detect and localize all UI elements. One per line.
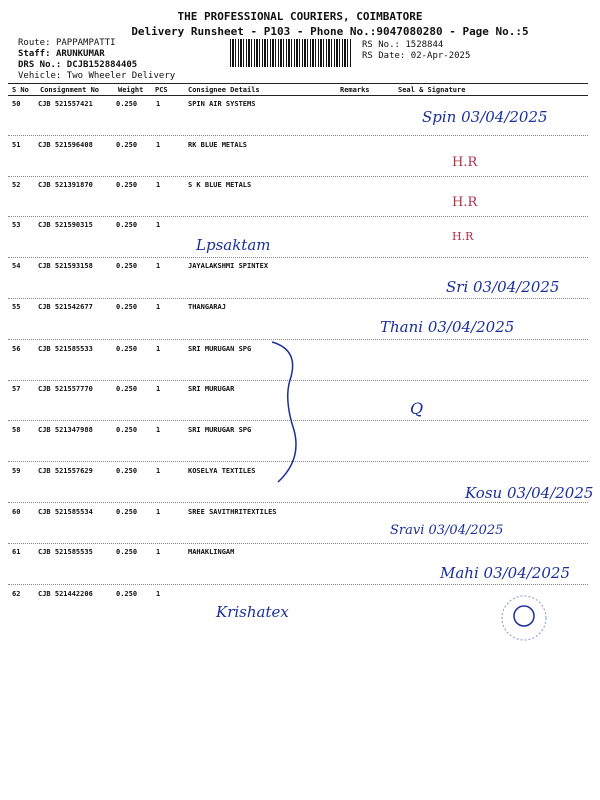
signature-59: Kosu 03/04/2025 — [465, 484, 594, 502]
cell-consignee: JAYALAKSHMI SPINTEX — [188, 262, 269, 270]
rs-no-value: 1528844 — [405, 40, 444, 50]
cell-sno: 51 — [12, 141, 21, 149]
cell-pcs: 1 — [156, 262, 161, 270]
col-pcs: PCS — [155, 86, 168, 94]
cell-weight: 0.250 — [116, 141, 138, 149]
cell-pcs: 1 — [156, 426, 161, 434]
signature-61: Mahi 03/04/2025 — [440, 564, 570, 582]
cell-pcs: 1 — [156, 508, 161, 516]
staff-label: Staff: — [18, 49, 51, 59]
cell-consignee: KOSELYA TEXTILES — [188, 467, 256, 475]
cell-weight: 0.250 — [116, 508, 138, 516]
cell-consignment: CJB 521391870 — [38, 181, 93, 189]
cell-weight: 0.250 — [116, 590, 138, 598]
signature-53: H.R — [452, 230, 474, 243]
cell-weight: 0.250 — [116, 221, 138, 229]
cell-consignment: CJB 521596408 — [38, 141, 93, 149]
cell-consignee: SRI MURUGAR — [188, 385, 235, 393]
cell-sno: 50 — [12, 100, 21, 108]
cell-sno: 54 — [12, 262, 21, 270]
cell-weight: 0.250 — [116, 467, 138, 475]
staff-value: ARUNKUMAR — [55, 49, 105, 59]
col-weight: Weight — [118, 86, 144, 94]
cell-weight: 0.250 — [116, 385, 138, 393]
cell-consignment: CJB 521590315 — [38, 221, 93, 229]
cell-pcs: 1 — [156, 303, 161, 311]
cell-sno: 56 — [12, 345, 21, 353]
cell-pcs: 1 — [156, 385, 161, 393]
cell-pcs: 1 — [156, 181, 161, 189]
cell-sno: 59 — [12, 467, 21, 475]
signature-60: Sravi 03/04/2025 — [390, 523, 504, 538]
cell-consignment: CJB 521557770 — [38, 385, 93, 393]
cell-consignee: THANGARAJ — [188, 303, 226, 311]
cell-pcs: 1 — [156, 590, 161, 598]
cell-consignee: MAHAKLINGAM — [188, 548, 235, 556]
seal-stamp — [502, 596, 546, 640]
cell-consignee: SPIN AIR SYSTEMS — [188, 100, 256, 108]
cell-sno: 55 — [12, 303, 21, 311]
col-consignment: Consignment No — [40, 86, 100, 94]
cell-sno: 60 — [12, 508, 21, 516]
rs-no-label: RS No.: — [362, 40, 400, 50]
col-remarks: Remarks — [340, 86, 370, 94]
cell-sno: 58 — [12, 426, 21, 434]
cell-pcs: 1 — [156, 467, 161, 475]
cell-consignment: CJB 521585535 — [38, 548, 93, 556]
cell-consignee: S K BLUE METALS — [188, 181, 252, 189]
col-seal: Seal & Signature — [398, 86, 466, 94]
cell-consignment: CJB 521557629 — [38, 467, 93, 475]
cell-sno: 52 — [12, 181, 21, 189]
cell-consignment: CJB 521542677 — [38, 303, 93, 311]
cell-pcs: 1 — [156, 221, 161, 229]
cell-weight: 0.250 — [116, 181, 138, 189]
handwritten-name-53: Lpsaktam — [196, 236, 271, 254]
cell-weight: 0.250 — [116, 548, 138, 556]
route-label: Route: — [18, 38, 51, 48]
cell-sno: 57 — [12, 385, 21, 393]
rs-date-value: 02-Apr-2025 — [410, 51, 471, 61]
drs-value: DCJB152884405 — [66, 60, 138, 70]
cell-consignment: CJB 521347988 — [38, 426, 93, 434]
bracket-mark — [272, 342, 296, 482]
signature-54: Sri 03/04/2025 — [446, 278, 560, 296]
cell-consignee: SRI MURUGAR SPG — [188, 426, 252, 434]
cell-pcs: 1 — [156, 345, 161, 353]
signature-50: Spin 03/04/2025 — [422, 108, 548, 126]
col-sno: S No — [12, 86, 29, 94]
cell-consignment: CJB 521593158 — [38, 262, 93, 270]
cell-weight: 0.250 — [116, 426, 138, 434]
cell-consignment: CJB 521585533 — [38, 345, 93, 353]
rs-date-label: RS Date: — [362, 51, 406, 61]
vehicle-label: Vehicle: — [18, 71, 62, 81]
cell-pcs: 1 — [156, 141, 161, 149]
company-title: THE PROFESSIONAL COURIERS, COIMBATORE — [177, 10, 423, 23]
drs-label: DRS No.: — [18, 60, 62, 70]
cell-consignment: CJB 521557421 — [38, 100, 93, 108]
signature-51: H.R — [452, 155, 478, 170]
cell-consignment: CJB 521585534 — [38, 508, 93, 516]
signature-55: Thani 03/04/2025 — [380, 318, 515, 336]
cell-weight: 0.250 — [116, 345, 138, 353]
cell-weight: 0.250 — [116, 303, 138, 311]
cell-sno: 61 — [12, 548, 21, 556]
signature-52: H.R — [452, 195, 478, 210]
cell-consignee: RK BLUE METALS — [188, 141, 248, 149]
cell-consignment: CJB 521442206 — [38, 590, 93, 598]
cell-pcs: 1 — [156, 100, 161, 108]
cell-sno: 62 — [12, 590, 21, 598]
cell-weight: 0.250 — [116, 262, 138, 270]
handwritten-name-62: Krishatex — [216, 603, 289, 621]
runsheet-title: Delivery Runsheet - P103 - Phone No.:9047080280 - Page No.:5 — [131, 25, 529, 38]
col-consignee: Consignee Details — [188, 86, 260, 94]
cell-weight: 0.250 — [116, 100, 138, 108]
cell-sno: 53 — [12, 221, 21, 229]
route-value: PAPPAMPATTI — [55, 38, 116, 48]
cell-pcs: 1 — [156, 548, 161, 556]
signature-57: Q — [410, 399, 424, 418]
cell-consignee: SREE SAVITHRITEXTILES — [188, 508, 277, 516]
vehicle-value: Two Wheeler Delivery — [66, 71, 176, 81]
cell-consignee: SRI MURUGAN SPG — [188, 345, 252, 353]
